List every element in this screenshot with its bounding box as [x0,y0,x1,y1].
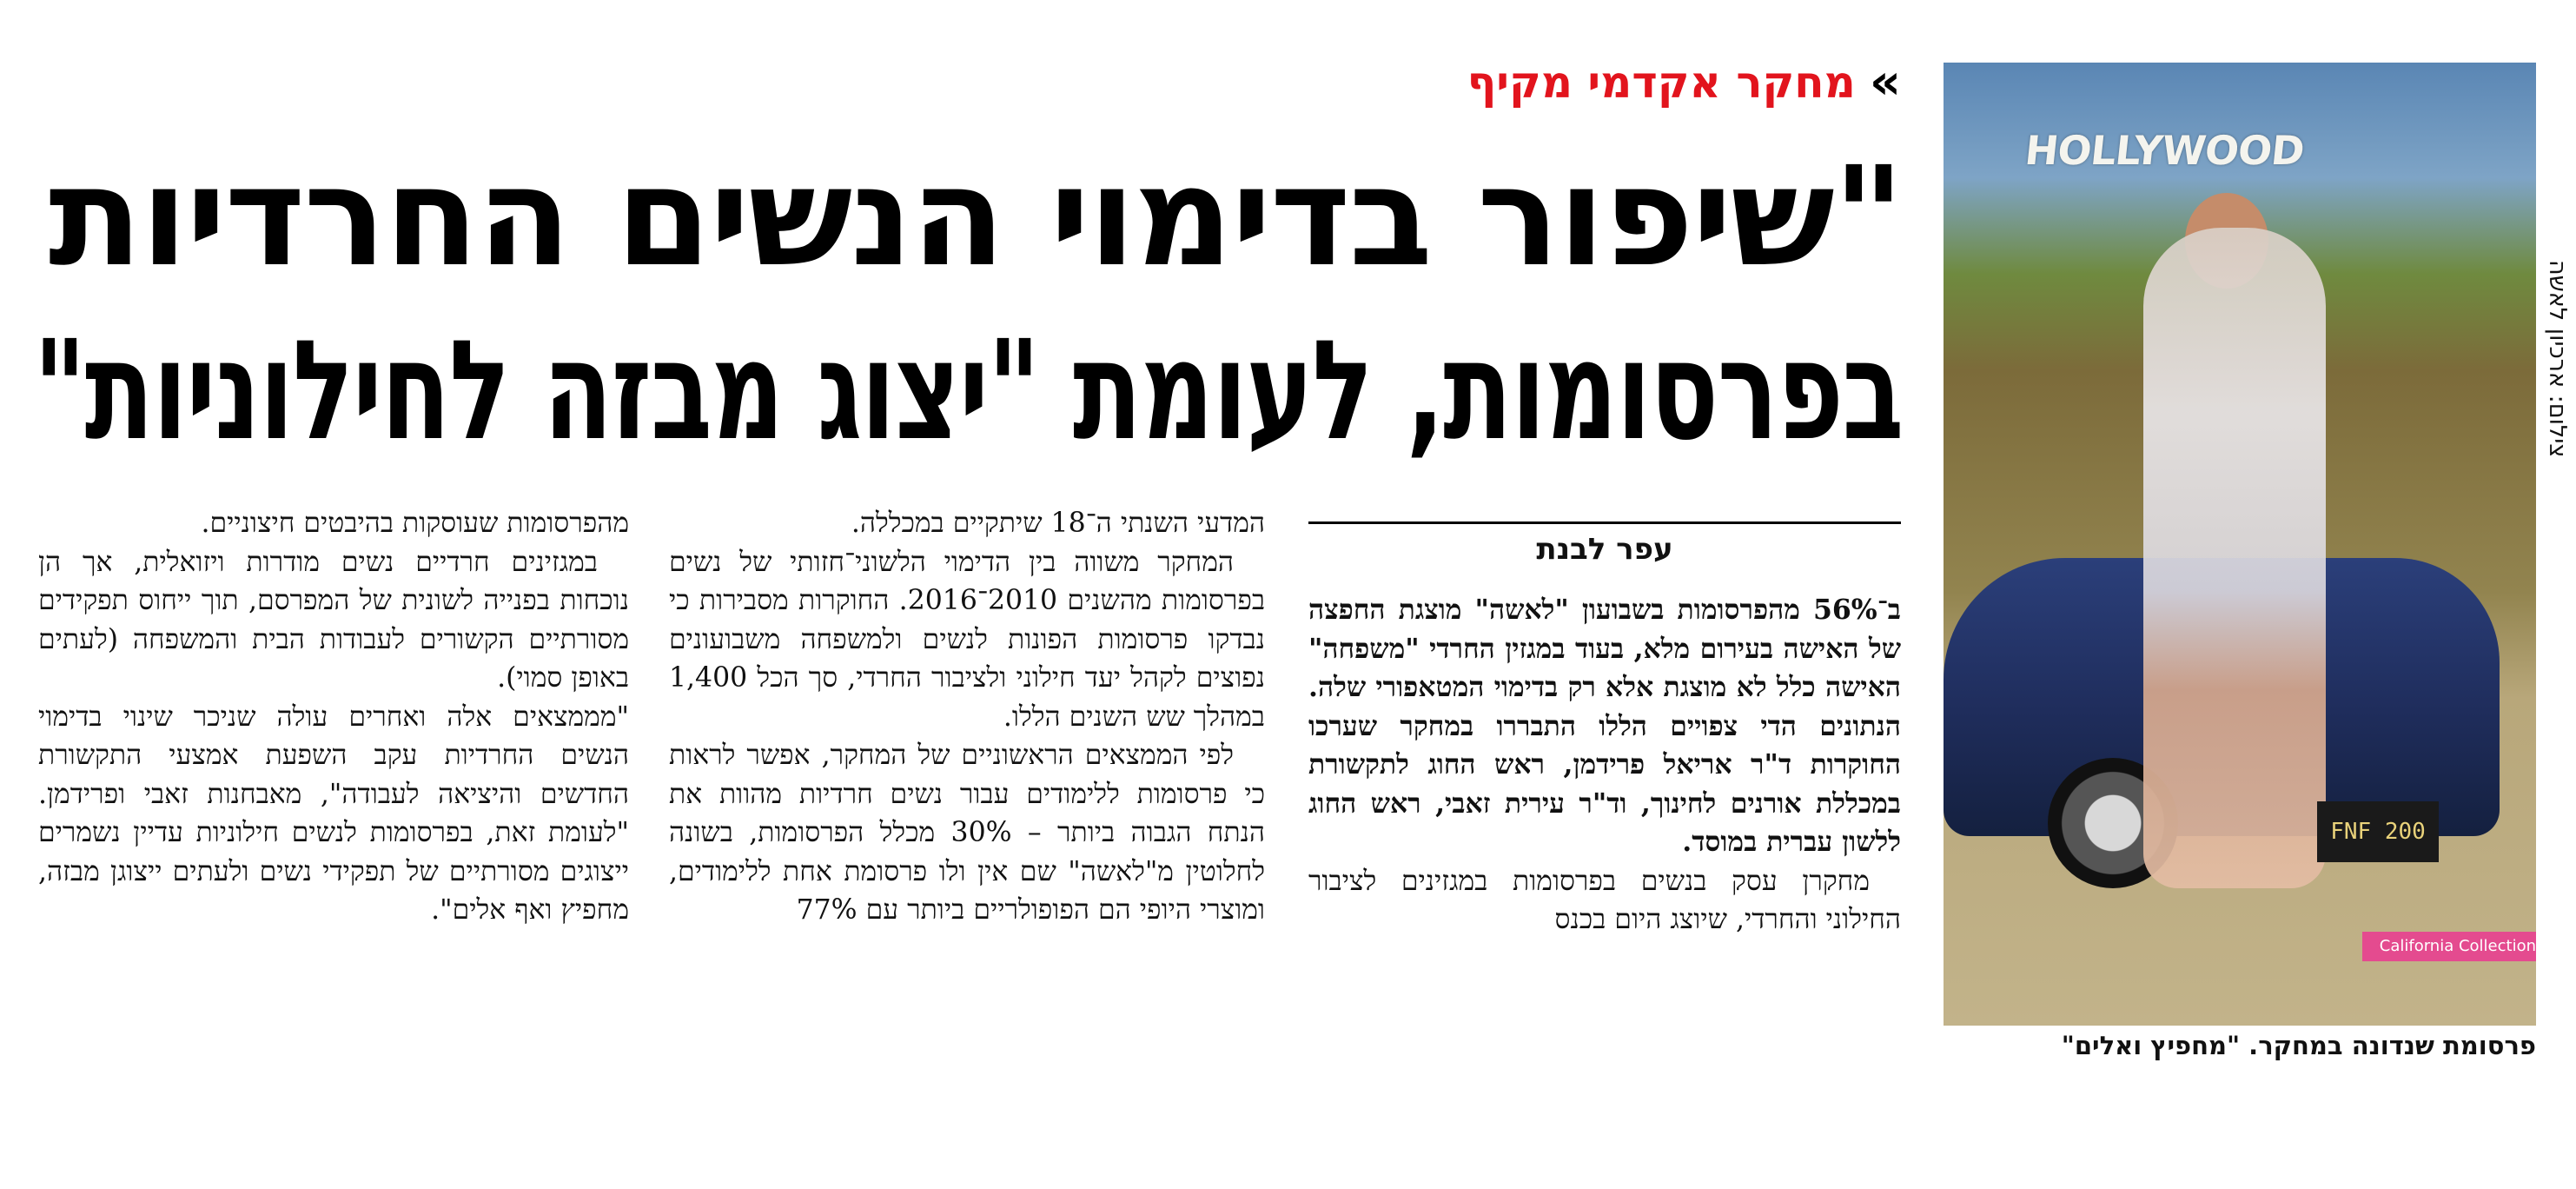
license-plate: FNF 200 [2317,801,2439,862]
article-column-1 [1308,591,1901,1189]
body-paragraph: המדעי השנתי ה־18 שיתקיים במכללה. [851,508,1265,539]
photo-caption: פרסומת שנדונה במחקר. "מחפיץ ואלים" [2061,1031,2536,1060]
hollywood-sign: HOLLYWOOD [2023,127,2307,174]
body-paragraph: במגזינים חרדיים נשים מודרות ויזואלית, אך הן נוכחות בפנייה לשונית של המפרסם, תוך ייחוס תפקידים מסורתיים הקשורים לעבודות הבית והמשפחה (לעתים באופן סמוי). [38,546,629,694]
lead-paragraph: ב־56% מהפרסומות בשבועון "לאשה" מוצגת החפצה של האישה בעירום מלא, בעוד במגזין החרדי "משפחה" האישה כלל לא מוצגת אלא רק בדימוי המטאפורי שלה. הנתונים הדי צפויים הללו התבררו במחקר שערכו החוקרות ד"ר אריאל פרידמן, ראש החוג לתקשורת במכללת אורנים לחינוך, וד"ר עירית זאבי, ראש החוג ללשון עברית במוסד. [1308,594,1901,858]
headline [35,130,1903,513]
photo-credit: צילום: ארכיון לאשה [2544,259,2571,457]
byline-rule [1308,521,1901,524]
body-paragraph: מחקרן עסק בנשים בפרסומות במגזינים לציבור החילוני והחרדי, שיוצג היום בכנס [1308,865,1901,935]
section-kicker [1216,52,1901,113]
article-column-2 [669,504,1265,1102]
photo-tag: California Collection [2362,932,2536,961]
headline-line-2: בפרסומות, לעומת "יצוג מבזה לחילוניות" [33,311,1903,471]
body-paragraph: המחקר משווה בין הדימוי הלשוני־חזותי של נשים בפרסומות מהשנים 2010־2016. החוקרות מסבירות כי נבדקו פרסומות הפונות לנשים ולמשפחה משבועונים נפוצים לקהל יעד חילוני ולציבור החרדי, סך הכל 1,400 במהלך שש השנים הללו. [669,546,1265,733]
headline-line-1: "שיפור בדימוי הנשים החרדיות [48,137,1903,297]
article-column-3 [38,504,629,1102]
byline: עפר לבנת [1536,532,1673,567]
body-paragraph: "מממצאים אלה ואחרים עולה שניכר שינוי בדימוי הנשים החרדיות עקב השפעת אמצעי התקשורת החדשים והיציאה לעבודה", מאבחנות זאבי ופרידמן. "לעומת זאת, בפרסומות לנשים חילוניות עדיין נשמרים ייצוגים מסורתיים של תפקידי נשים ולעתים ייצוגן מבזה, מחפיץ ואף אלים". [38,701,629,926]
double-chevron-icon: » [1869,54,1901,110]
body-paragraph: מהפרסומות שעוסקות בהיבטים חיצוניים. [201,508,629,539]
article-photo [1944,63,2536,1026]
body-paragraph: לפי הממצאים הראשוניים של המחקר, אפשר לראות כי פרסומות ללימודים עבור נשים חרדיות מהוות את הנתח הגבוה ביותר – 30% מכלל הפרסומות, בשונה לחלוטין מ"לאשה" שם אין ולו פרסומת אחת ללימודים, ומוצרי היופי הם הפופולריים ביותר עם 77% [669,740,1265,926]
model-figure [2143,228,2326,888]
kicker-label: מחקר אקדמי מקיף [1467,57,1856,108]
